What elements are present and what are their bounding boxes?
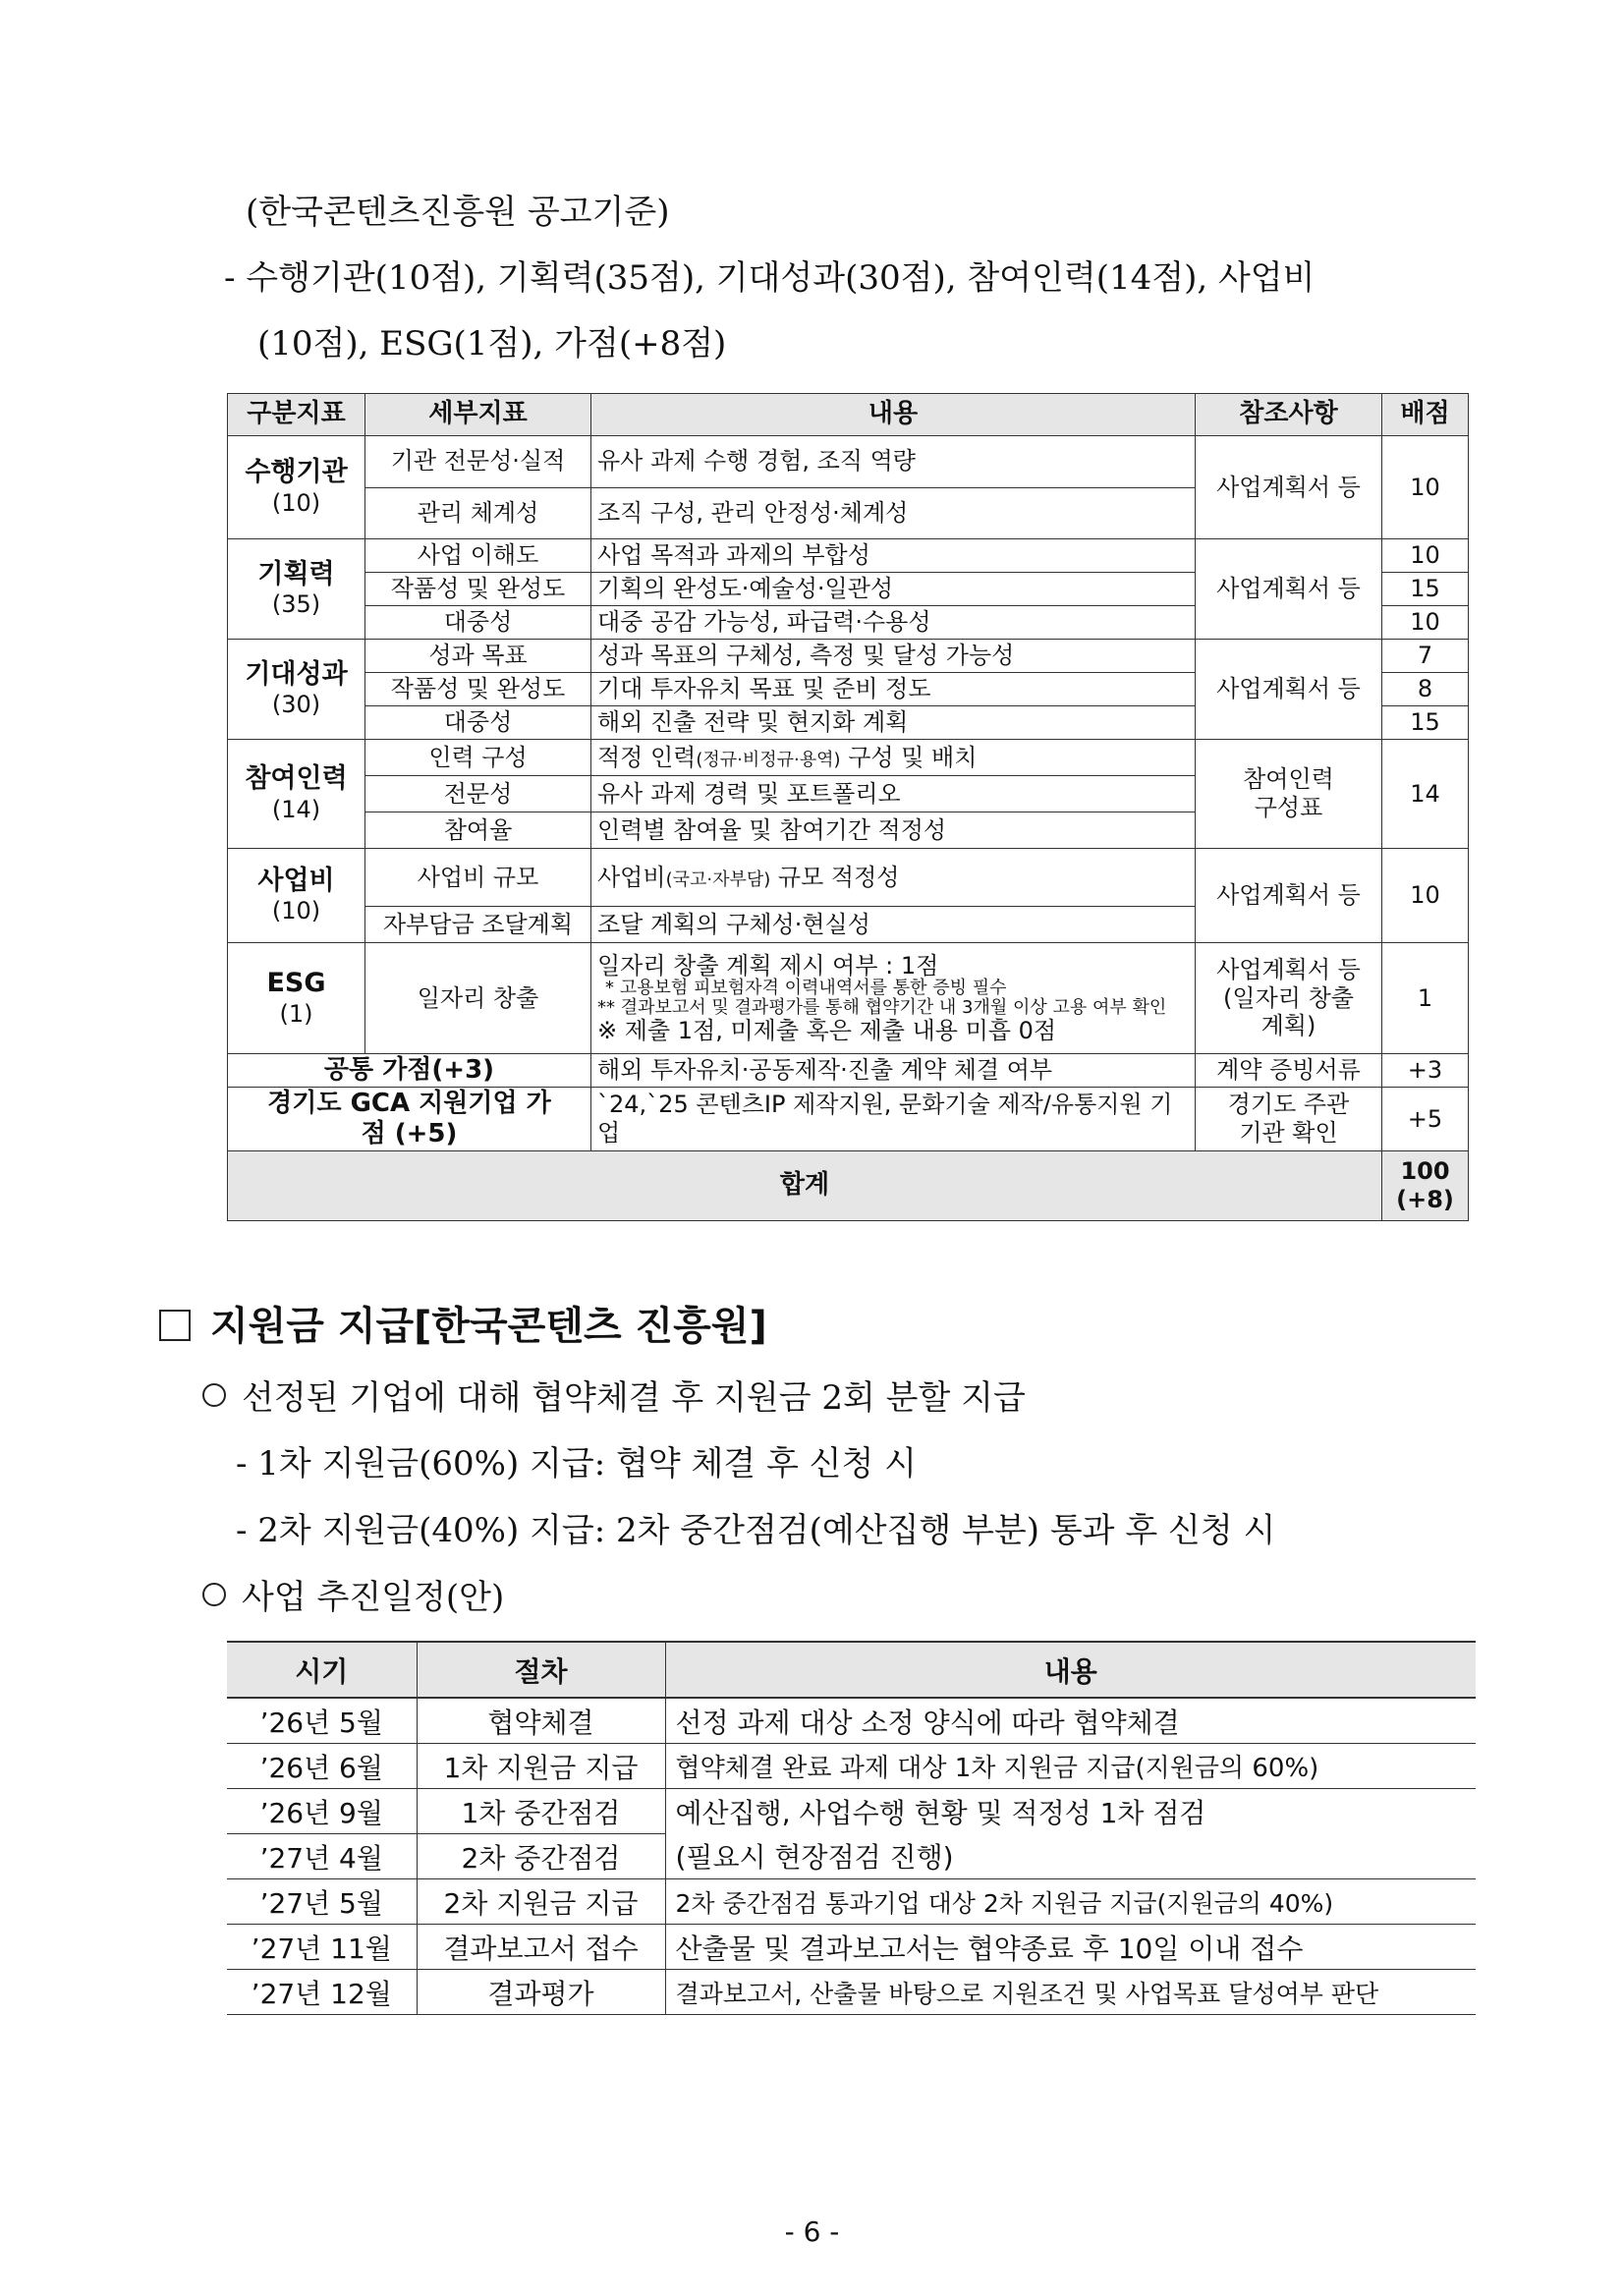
schedule-table: [227, 1641, 1476, 2015]
content-cell: 결과보고서, 산출물 바탕으로 지원조건 및 사업목표 달성여부 판단: [665, 1970, 1476, 2015]
bullet-text: 사업 추진일정(안): [242, 1578, 505, 1617]
content-cell: [591, 943, 1196, 1054]
category-name: 수행기관: [245, 457, 348, 488]
score-cell: 10: [1382, 606, 1469, 640]
period-cell: ’26년 9월: [227, 1789, 417, 1834]
ref-cell: 사업계획서 등 (일자리 창출 계획): [1196, 943, 1382, 1054]
category-cell: [228, 539, 365, 640]
content-cell: 대중 공감 가능성, 파급력·수용성: [591, 606, 1196, 640]
table-row: [228, 436, 1469, 488]
circle-bullet-icon: [202, 1383, 226, 1407]
esg-note: ※ 제출 1점, 미제출 혹은 제출 내용 미흡 0점: [597, 1016, 1057, 1044]
step-cell: 2차 지원금 지급: [417, 1879, 665, 1925]
indicator-cell: 관리 체계성: [365, 487, 591, 539]
bullet-item: [202, 1570, 504, 1618]
ref-cell: 사업계획서 등: [1196, 539, 1382, 640]
evaluation-table: [227, 393, 1469, 1221]
ref-cell: 참여인력 구성표: [1196, 740, 1382, 849]
period-cell: ’26년 5월: [227, 1698, 417, 1744]
sub-item: - 2차 지원금(40%) 지급: 2차 중간점검(예산집행 부분) 통과 후 신청 시: [236, 1511, 1276, 1550]
indicator-cell: 성과 목표: [365, 640, 591, 673]
content-cell: 성과 목표의 구체성, 측정 및 달성 가능성: [591, 640, 1196, 673]
indicator-cell: 사업 이해도: [365, 539, 591, 573]
score-cell: +3: [1382, 1054, 1469, 1088]
page-number: - 6 -: [784, 2215, 840, 2248]
table-row: [228, 640, 1469, 673]
col-header: 내용: [591, 394, 1196, 436]
content-cell: 해외 투자유치·공동제작·진출 계약 체결 여부: [591, 1054, 1196, 1088]
bonus-label: 경기도 GCA 지원기업 가점 (+5): [228, 1088, 591, 1151]
content-text: 사업비: [597, 863, 666, 891]
circle-bullet-icon: [202, 1583, 226, 1606]
checkbox-square-icon: [159, 1310, 191, 1341]
col-header: 참조사항: [1196, 394, 1382, 436]
bullet-text: 선정된 기업에 대해 협약체결 후 지원금 2회 분할 지급: [242, 1378, 1026, 1418]
score-cell: 7: [1382, 640, 1469, 673]
table-row: [227, 1925, 1476, 1970]
table-row: [227, 1970, 1476, 2015]
total-score: [1382, 1151, 1469, 1221]
content-cell: [591, 740, 1196, 776]
score-cell: 10: [1382, 539, 1469, 573]
content-cell: [591, 849, 1196, 907]
indicator-cell: 대중성: [365, 706, 591, 740]
content-cell: 산출물 및 결과보고서는 협약종료 후 10일 이내 접수: [665, 1925, 1476, 1970]
table-header-row: [228, 394, 1469, 436]
content-cell: 사업 목적과 과제의 부합성: [591, 539, 1196, 573]
ref-cell: 계약 증빙서류: [1196, 1054, 1382, 1088]
section-heading: [159, 1295, 767, 1351]
content-cell: 조직 구성, 관리 안정성·체계성: [591, 487, 1196, 539]
period-cell: ’26년 6월: [227, 1744, 417, 1789]
content-cell: 선정 과제 대상 소정 양식에 따라 협약체결: [665, 1698, 1476, 1744]
table-row: [228, 1088, 1469, 1151]
category-points: (30): [271, 691, 321, 719]
content-small-text: (정규·비정규·용역): [696, 749, 841, 770]
total-label: 합계: [228, 1151, 1382, 1221]
col-header: 구분지표: [228, 394, 365, 436]
table-row: [228, 849, 1469, 907]
col-header: 배점: [1382, 394, 1469, 436]
col-header: 내용: [665, 1642, 1476, 1698]
total-score-value: 100: [1400, 1157, 1450, 1186]
category-points: (10): [271, 488, 321, 517]
content-text: 구성 및 배치: [840, 743, 978, 771]
content-cell: (필요시 현장점검 진행): [665, 1834, 1476, 1879]
esg-note: ** 결과보고서 및 결과평가를 통해 협약기간 내 3개월 이상 고용 여부 확인: [597, 997, 1167, 1018]
col-header: 시기: [227, 1642, 417, 1698]
step-cell: 결과평가: [417, 1970, 665, 2015]
category-cell: [228, 943, 365, 1054]
category-name: 사업비: [257, 865, 335, 896]
score-cell: +5: [1382, 1088, 1469, 1151]
category-cell: [228, 740, 365, 849]
score-cell: 15: [1382, 573, 1469, 606]
content-cell: 기획의 완성도·예술성·일관성: [591, 573, 1196, 606]
category-name: 기획력: [257, 558, 335, 589]
esg-note: * 고용보험 피보험자격 이력내역서를 통한 증빙 필수: [605, 978, 1007, 999]
section-title: 지원금 지급[한국콘텐츠 진흥원]: [210, 1304, 767, 1349]
criteria-line-1: - 수행기관(10점), 기획력(35점), 기대성과(30점), 참여인력(14점), 사업비: [224, 258, 1316, 298]
content-cell: 유사 과제 수행 경험, 조직 역량: [591, 436, 1196, 488]
category-points: (35): [271, 590, 321, 619]
bullet-item: [202, 1371, 1026, 1419]
step-cell: 1차 지원금 지급: [417, 1744, 665, 1789]
indicator-cell: 작품성 및 완성도: [365, 673, 591, 706]
category-cell: [228, 640, 365, 740]
content-small-text: (국고·자부담): [665, 868, 771, 890]
score-cell: 10: [1382, 849, 1469, 943]
indicator-cell: 참여율: [365, 812, 591, 849]
category-points: (10): [271, 897, 321, 925]
ref-cell: 사업계획서 등: [1196, 849, 1382, 943]
period-cell: ’27년 11월: [227, 1925, 417, 1970]
indicator-cell: 인력 구성: [365, 740, 591, 776]
category-name: ESG: [266, 968, 326, 999]
period-cell: ’27년 12월: [227, 1970, 417, 2015]
content-cell: `24,`25 콘텐츠IP 제작지원, 문화기술 제작/유통지원 기업: [591, 1088, 1196, 1151]
indicator-cell: 전문성: [365, 776, 591, 812]
table-row: [228, 943, 1469, 1054]
ref-cell: 사업계획서 등: [1196, 436, 1382, 539]
score-cell: 10: [1382, 436, 1469, 539]
content-text: 규모 적정성: [770, 863, 900, 891]
table-row: [227, 1789, 1476, 1834]
col-header: 절차: [417, 1642, 665, 1698]
score-cell: 8: [1382, 673, 1469, 706]
content-cell: 해외 진출 전략 및 현지화 계획: [591, 706, 1196, 740]
step-cell: 협약체결: [417, 1698, 665, 1744]
content-text: 적정 인력: [597, 743, 697, 771]
category-points: (14): [271, 795, 321, 823]
indicator-cell: 사업비 규모: [365, 849, 591, 907]
ref-cell: 경기도 주관기관 확인: [1196, 1088, 1382, 1151]
bonus-label: 공통 가점(+3): [228, 1054, 591, 1088]
indicator-cell: 대중성: [365, 606, 591, 640]
ref-cell: 사업계획서 등: [1196, 640, 1382, 740]
table-row: [227, 1834, 1476, 1879]
score-cell: 15: [1382, 706, 1469, 740]
category-points: (1): [279, 999, 313, 1028]
period-cell: ’27년 4월: [227, 1834, 417, 1879]
content-cell: 협약체결 완료 과제 대상 1차 지원금 지급(지원금의 60%): [665, 1744, 1476, 1789]
esg-line: 일자리 창출 계획 제시 여부 : 1점: [597, 951, 939, 980]
content-cell: 인력별 참여율 및 참여기간 적정성: [591, 812, 1196, 849]
sub-item: - 1차 지원금(60%) 지급: 협약 체결 후 신청 시: [236, 1444, 917, 1484]
indicator-cell: 작품성 및 완성도: [365, 573, 591, 606]
step-cell: 2차 중간점검: [417, 1834, 665, 1879]
period-cell: ’27년 5월: [227, 1879, 417, 1925]
table-row: [227, 1879, 1476, 1925]
total-score-bonus: (+8): [1396, 1186, 1454, 1213]
table-header-row: [227, 1642, 1476, 1698]
content-cell: 예산집행, 사업수행 현황 및 적정성 1차 점검: [675, 1796, 1206, 1829]
indicator-cell: 기관 전문성·실적: [365, 436, 591, 488]
table-row: [227, 1744, 1476, 1789]
announcement-basis: (한국콘텐츠진흥원 공고기준): [246, 193, 670, 232]
category-name: 기대성과: [245, 658, 348, 690]
category-cell: [228, 849, 365, 943]
content-cell: 조달 계획의 구체성·현실성: [591, 907, 1196, 943]
table-row: [227, 1698, 1476, 1744]
indicator-cell: 자부담금 조달계획: [365, 907, 591, 943]
table-row: [228, 740, 1469, 776]
content-cell: 기대 투자유치 목표 및 준비 정도: [591, 673, 1196, 706]
category-cell: [228, 436, 365, 539]
criteria-line-2: (10점), ESG(1점), 가점(+8점): [257, 324, 727, 364]
table-row: [228, 539, 1469, 573]
step-cell: 결과보고서 접수: [417, 1925, 665, 1970]
content-cell: 유사 과제 경력 및 포트폴리오: [591, 776, 1196, 812]
score-cell: 14: [1382, 740, 1469, 849]
content-cell: 2차 중간점검 통과기업 대상 2차 지원금 지급(지원금의 40%): [665, 1879, 1476, 1925]
total-row: [228, 1151, 1469, 1221]
score-cell: 1: [1382, 943, 1469, 1054]
col-header: 세부지표: [365, 394, 591, 436]
indicator-cell: 일자리 창출: [365, 943, 591, 1054]
table-row: [228, 1054, 1469, 1088]
category-name: 참여인력: [245, 763, 348, 795]
step-cell: 1차 중간점검: [417, 1789, 665, 1834]
